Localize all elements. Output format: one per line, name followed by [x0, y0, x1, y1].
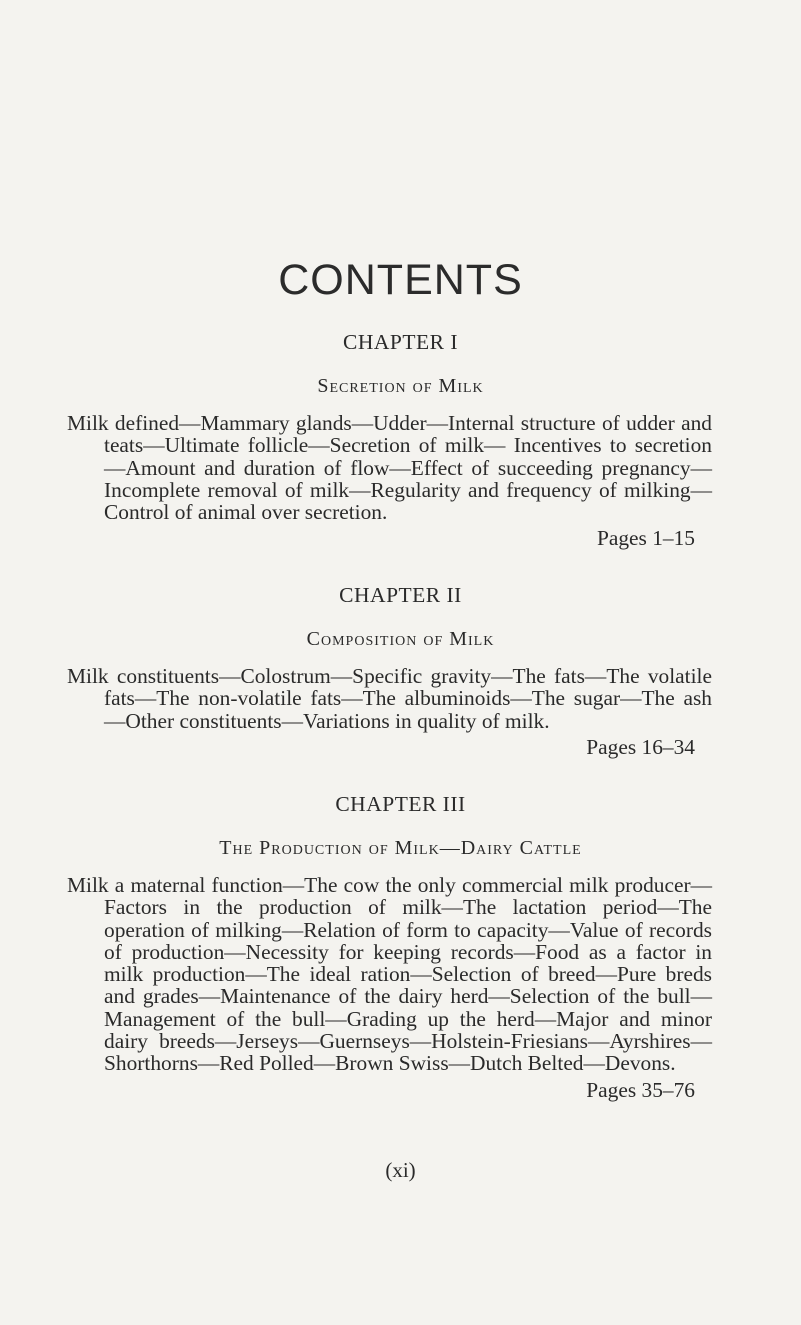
chapter-summary: Milk constituents—Colostrum—Specific gravity—The fats—The volatile fats—The non-volatile fats—The albuminoids—The sugar—The ash—Other constituents—Variations in quality of milk. — [67, 664, 712, 733]
chapter-page-range: Pages 16–34 — [586, 734, 695, 759]
page-title: CONTENTS — [278, 256, 523, 304]
chapter-heading: CHAPTER III — [335, 792, 466, 816]
chapter-summary: Milk defined—Mammary glands—Udder—Internal structure of udder and teats—Ultimate follicle—Secretion of milk— Incentives to secretion—Amount and duration of flow—Effect of succeeding pregnancy—Incomplete removal of milk—Regularity and frequency of milking—Control of animal over secretion. — [67, 411, 712, 525]
chapter-heading: CHAPTER I — [343, 330, 458, 354]
chapter-3-entry — [0, 792, 801, 1103]
chapter-heading: CHAPTER II — [339, 583, 462, 607]
chapter-summary: Milk a maternal function—The cow the only commercial milk producer—Factors in the production of milk—The lactation period—The operation of milking—Relation of form to capacity—Value of records of production—Necessity for keeping records—Food as a factor in milk production—The ideal ration—Selection of breed—Pure breds and grades—Maintenance of the dairy herd—Selection of the bull—Management of the bull—Grading up the herd—Major and minor dairy breeds—Jerseys—Guernseys—Holstein-Friesians—Ayrshires—Shorthorns—Red Polled—Brown Swiss—Dutch Belted—Devons. — [67, 873, 712, 1076]
chapter-subtitle: The Production of Milk—Dairy Cattle — [219, 837, 582, 859]
chapter-page-range: Pages 1–15 — [596, 526, 695, 551]
page-number: (xi) — [385, 1158, 416, 1182]
chapter-page-range: Pages 35–76 — [586, 1077, 695, 1102]
chapter-subtitle: Secretion of Milk — [317, 375, 484, 397]
chapter-1-entry — [0, 330, 801, 551]
chapter-subtitle: Composition of Milk — [306, 628, 495, 650]
chapter-2-entry — [0, 583, 801, 760]
